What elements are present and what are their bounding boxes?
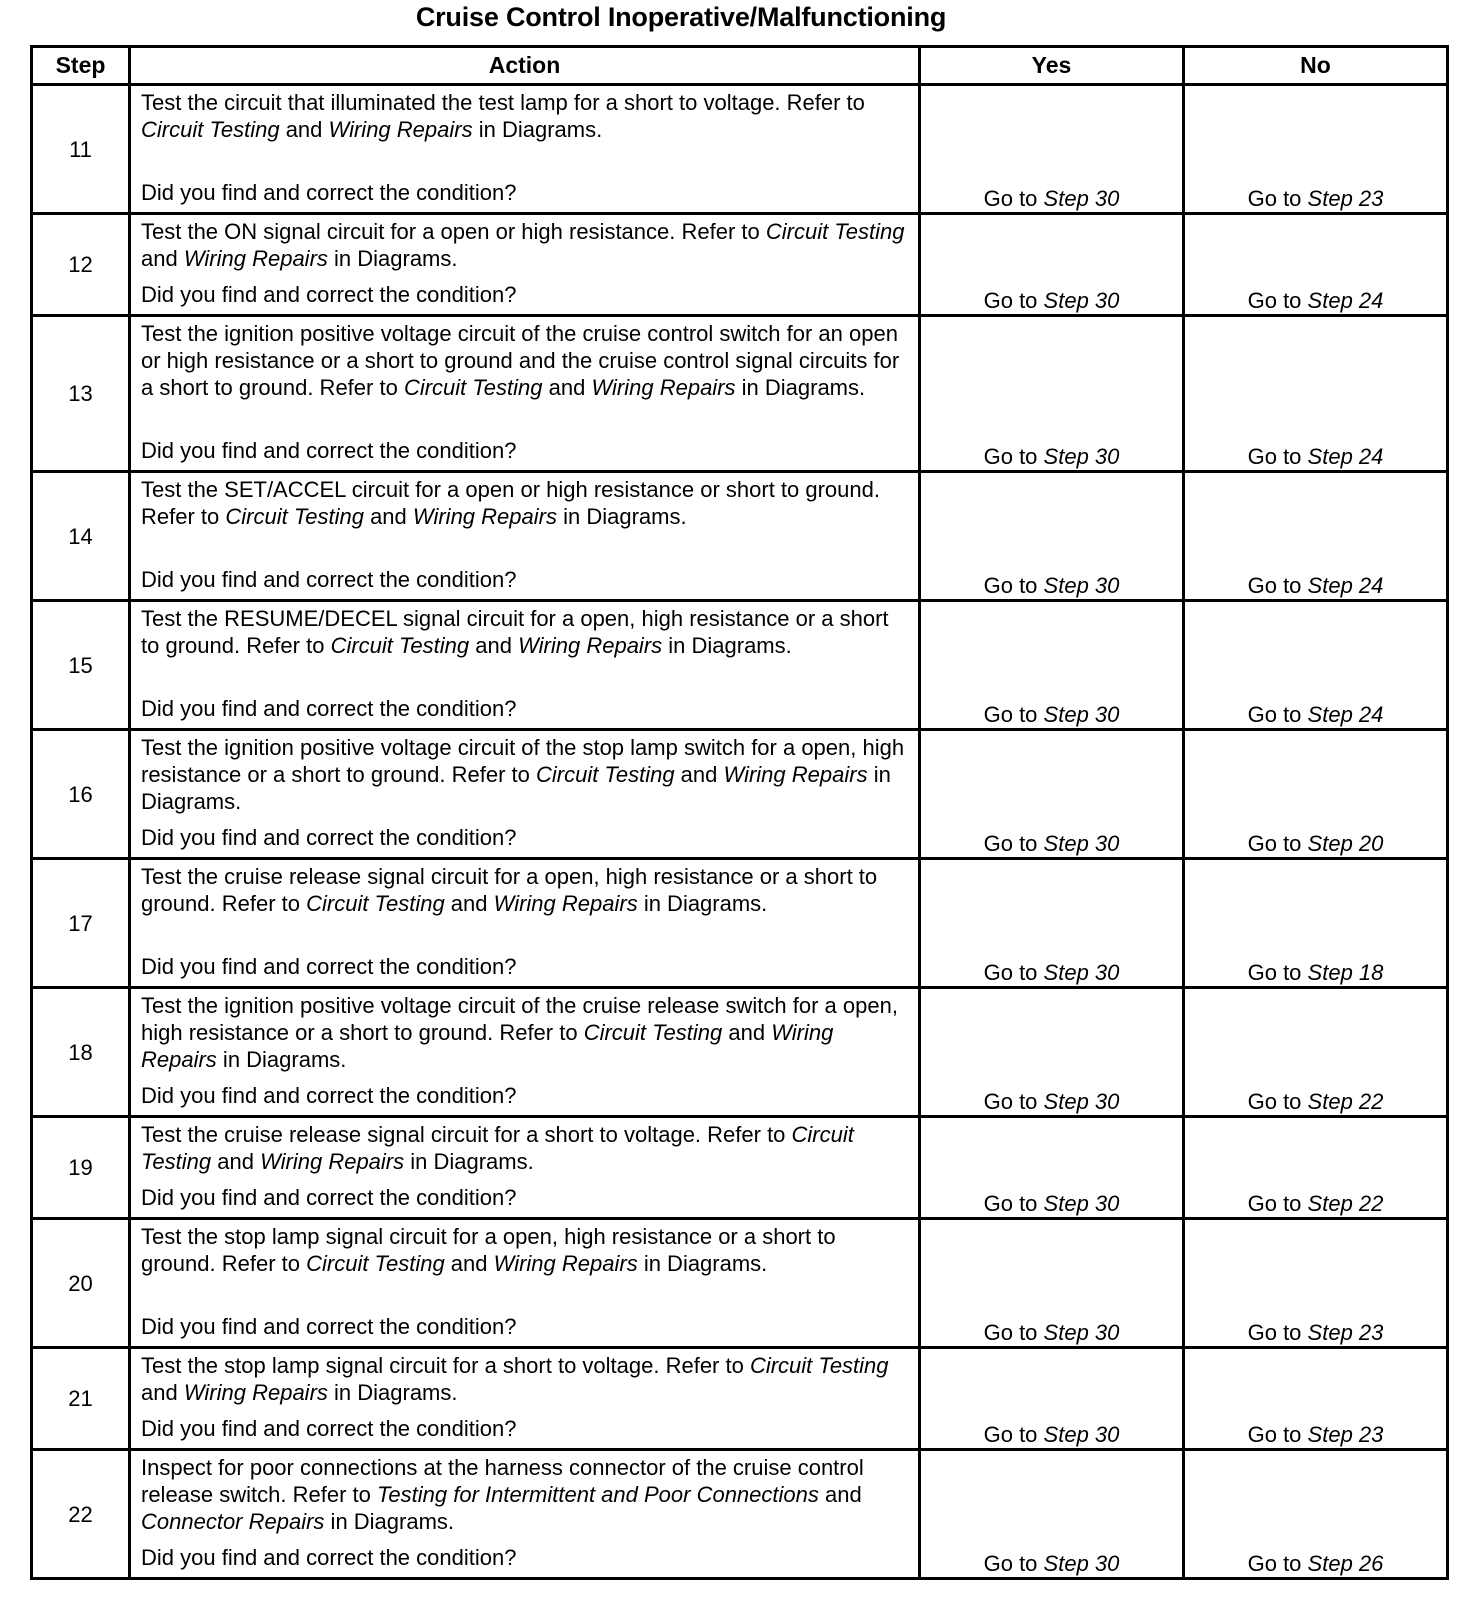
go-to-label: Go to (983, 1191, 1038, 1216)
yes-target-step: Step 30 (1043, 1089, 1120, 1114)
table-row (32, 730, 1448, 859)
reference-title: Circuit Testing (141, 1122, 854, 1174)
go-to-label: Go to (1247, 573, 1302, 598)
step-number: 16 (32, 730, 130, 859)
action-text-segment: in Diagrams. (327, 1380, 458, 1405)
action-question: Did you find and correct the condition? (141, 1416, 517, 1441)
action-question: Did you find and correct the condition? (141, 1185, 517, 1210)
go-to-label: Go to (1247, 444, 1302, 469)
yes-target-step: Step 30 (1043, 1551, 1120, 1576)
yes-cell (920, 85, 1184, 214)
action-text-segment: in Diagrams. (404, 1149, 534, 1174)
table-row (32, 1117, 1448, 1219)
reference-title: Circuit Testing (306, 1251, 445, 1276)
action-text-segment: Test the RESUME/DECEL signal circuit for a open, high resistance or a short to ground. Refer to (141, 606, 889, 658)
action-cell (130, 1450, 920, 1579)
reference-title: Wiring Repairs (260, 1149, 405, 1174)
yes-cell (920, 1117, 1184, 1219)
reference-title: Circuit Testing (765, 219, 905, 244)
yes-cell (920, 859, 1184, 988)
go-to-label: Go to (983, 573, 1038, 598)
yes-cell (920, 214, 1184, 316)
action-question: Did you find and correct the condition? (141, 696, 517, 721)
yes-target-step: Step 30 (1043, 288, 1120, 313)
action-cell (130, 1348, 920, 1450)
action-text-segment: in Diagrams. (141, 762, 891, 814)
no-cell (1184, 1219, 1448, 1348)
reference-title: Connector Repairs (141, 1509, 325, 1534)
table-body (32, 85, 1448, 1579)
action-question: Did you find and correct the condition? (141, 567, 517, 592)
action-text-segment: and (444, 891, 494, 916)
no-target-step: Step 24 (1307, 444, 1384, 469)
table-row (32, 988, 1448, 1117)
action-text-segment: and (674, 762, 724, 787)
action-text-segment: in Diagrams. (735, 375, 866, 400)
action-cell (130, 730, 920, 859)
no-target-step: Step 23 (1307, 186, 1384, 211)
go-to-label: Go to (983, 1089, 1038, 1114)
action-text-segment: in Diagrams. (662, 633, 792, 658)
action-text-segment: in Diagrams. (324, 1509, 455, 1534)
action-text (141, 89, 910, 143)
no-target-step: Step 18 (1307, 960, 1384, 985)
action-text-segment: in Diagrams. (637, 891, 768, 916)
action-text-segment: Test the circuit that illuminated the test lamp for a short to voltage. Refer to (141, 90, 865, 115)
action-text-segment: Test the stop lamp signal circuit for a short to voltage. Refer to (141, 1353, 750, 1378)
action-text (141, 863, 910, 917)
yes-target-step: Step 30 (1043, 702, 1120, 727)
go-to-label: Go to (983, 1551, 1038, 1576)
action-text-segment: and (363, 504, 413, 529)
action-text-segment: Test the ON signal circuit for a open or high resistance. Refer to (141, 219, 766, 244)
action-text-segment: in Diagrams. (472, 117, 603, 142)
no-cell (1184, 1348, 1448, 1450)
page-title: Cruise Control Inoperative/Malfunctioning (415, 2, 947, 32)
action-text-segment: Test the SET/ACCEL circuit for a open or high resistance or short to ground. Refer to (141, 477, 880, 529)
reference-title: Wiring Repairs (493, 891, 638, 916)
no-target-step: Step 23 (1307, 1320, 1384, 1345)
no-cell (1184, 85, 1448, 214)
action-text-segment: Test the cruise release signal circuit for a short to voltage. Refer to (141, 1122, 792, 1147)
action-cell (130, 316, 920, 472)
action-question: Did you find and correct the condition? (141, 954, 517, 979)
go-to-label: Go to (983, 1422, 1038, 1447)
yes-target-step: Step 30 (1043, 1191, 1120, 1216)
action-question: Did you find and correct the condition? (141, 438, 517, 463)
action-cell (130, 1117, 920, 1219)
action-text (141, 218, 910, 272)
go-to-label: Go to (983, 288, 1038, 313)
reference-title: Wiring Repairs (183, 1380, 328, 1405)
step-number: 17 (32, 859, 130, 988)
reference-title: Circuit Testing (330, 633, 470, 658)
action-text-segment: in Diagrams. (556, 504, 687, 529)
reference-title: Circuit Testing (225, 504, 364, 529)
action-text-segment: and (141, 246, 184, 271)
action-text (141, 1223, 910, 1277)
go-to-label: Go to (1247, 1089, 1302, 1114)
go-to-label: Go to (983, 702, 1038, 727)
action-text-segment: and (818, 1482, 862, 1507)
table-row (32, 472, 1448, 601)
go-to-label: Go to (1247, 1422, 1302, 1447)
no-cell (1184, 1117, 1448, 1219)
action-text-segment: Test the cruise release signal circuit for a open, high resistance or a short to ground. Refer to (141, 864, 878, 916)
no-cell (1184, 214, 1448, 316)
table-row (32, 85, 1448, 214)
action-text-segment: in Diagrams. (637, 1251, 768, 1276)
table-row (32, 601, 1448, 730)
table-row (32, 214, 1448, 316)
yes-cell (920, 472, 1184, 601)
action-cell (130, 601, 920, 730)
no-cell (1184, 316, 1448, 472)
action-cell (130, 214, 920, 316)
reference-title: Testing for Intermittent and Poor Connections (376, 1482, 819, 1507)
go-to-label: Go to (983, 186, 1038, 211)
reference-title: Circuit Testing (583, 1020, 723, 1045)
go-to-label: Go to (983, 831, 1038, 856)
reference-title: Wiring Repairs (412, 504, 557, 529)
action-text (141, 1454, 910, 1535)
reference-title: Wiring Repairs (591, 375, 736, 400)
reference-title: Circuit Testing (749, 1353, 889, 1378)
header-step: Step (32, 47, 130, 85)
reference-title: Circuit Testing (306, 891, 445, 916)
no-target-step: Step 23 (1307, 1422, 1384, 1447)
action-text-segment: and (722, 1020, 772, 1045)
yes-target-step: Step 30 (1043, 1320, 1120, 1345)
no-target-step: Step 26 (1307, 1551, 1384, 1576)
go-to-label: Go to (1247, 702, 1302, 727)
go-to-label: Go to (1247, 960, 1302, 985)
yes-cell (920, 1348, 1184, 1450)
yes-target-step: Step 30 (1043, 960, 1120, 985)
step-number: 11 (32, 85, 130, 214)
action-text-segment: in Diagrams. (216, 1047, 347, 1072)
action-question: Did you find and correct the condition? (141, 180, 517, 205)
go-to-label: Go to (1247, 1320, 1302, 1345)
no-target-step: Step 24 (1307, 702, 1384, 727)
action-text (141, 992, 910, 1073)
action-text-segment: and (444, 1251, 494, 1276)
action-question: Did you find and correct the condition? (141, 825, 517, 850)
action-cell (130, 988, 920, 1117)
action-text (141, 320, 910, 401)
action-text (141, 476, 910, 530)
step-number: 13 (32, 316, 130, 472)
table-row (32, 1219, 1448, 1348)
action-text-segment: and (469, 633, 519, 658)
reference-title: Wiring Repairs (183, 246, 328, 271)
step-number: 12 (32, 214, 130, 316)
action-question: Did you find and correct the condition? (141, 1314, 517, 1339)
action-cell (130, 85, 920, 214)
table-row (32, 1348, 1448, 1450)
reference-title: Wiring Repairs (493, 1251, 638, 1276)
action-question: Did you find and correct the condition? (141, 282, 517, 307)
yes-cell (920, 730, 1184, 859)
reference-title: Wiring Repairs (328, 117, 473, 142)
go-to-label: Go to (1247, 186, 1302, 211)
go-to-label: Go to (1247, 288, 1302, 313)
step-number: 22 (32, 1450, 130, 1579)
yes-target-step: Step 30 (1043, 831, 1120, 856)
action-text-segment: Test the ignition positive voltage circuit of the cruise control switch for an open or high resistance or a short to ground and the cruise control signal circuits for a short to ground. Refer to (141, 321, 900, 400)
no-target-step: Step 24 (1307, 288, 1384, 313)
step-number: 18 (32, 988, 130, 1117)
action-text-segment: and (279, 117, 329, 142)
header-action: Action (130, 47, 920, 85)
table-row (32, 1450, 1448, 1579)
yes-target-step: Step 30 (1043, 186, 1120, 211)
reference-title: Circuit Testing (535, 762, 675, 787)
reference-title: Circuit Testing (403, 375, 543, 400)
step-number: 21 (32, 1348, 130, 1450)
action-text-segment: and (211, 1149, 261, 1174)
action-text-segment: and (141, 1380, 184, 1405)
header-yes: Yes (920, 47, 1184, 85)
action-text-segment: Test the stop lamp signal circuit for a open, high resistance or a short to ground. Refer to (141, 1224, 836, 1276)
no-cell (1184, 472, 1448, 601)
action-text-segment: in Diagrams. (327, 246, 458, 271)
action-text-segment: and (542, 375, 592, 400)
go-to-label: Go to (1247, 1551, 1302, 1576)
yes-target-step: Step 30 (1043, 444, 1120, 469)
no-cell (1184, 988, 1448, 1117)
go-to-label: Go to (983, 960, 1038, 985)
action-cell (130, 859, 920, 988)
diagnostic-table (30, 45, 1449, 1580)
no-cell (1184, 601, 1448, 730)
action-text (141, 1352, 910, 1406)
header-no: No (1184, 47, 1448, 85)
yes-cell (920, 988, 1184, 1117)
no-target-step: Step 22 (1307, 1089, 1384, 1114)
yes-target-step: Step 30 (1043, 1422, 1120, 1447)
action-text (141, 605, 910, 659)
header-row (32, 47, 1448, 85)
reference-title: Wiring Repairs (141, 1020, 834, 1072)
reference-title: Wiring Repairs (723, 762, 868, 787)
no-target-step: Step 22 (1307, 1191, 1384, 1216)
table-row (32, 859, 1448, 988)
yes-cell (920, 601, 1184, 730)
no-target-step: Step 20 (1307, 831, 1384, 856)
yes-cell (920, 1219, 1184, 1348)
go-to-label: Go to (1247, 1191, 1302, 1216)
action-question: Did you find and correct the condition? (141, 1545, 517, 1570)
action-text-segment: Inspect for poor connections at the harness connector of the cruise control release switch. Refer to (141, 1455, 864, 1507)
go-to-label: Go to (983, 1320, 1038, 1345)
reference-title: Circuit Testing (141, 117, 280, 142)
reference-title: Wiring Repairs (518, 633, 663, 658)
yes-cell (920, 316, 1184, 472)
step-number: 19 (32, 1117, 130, 1219)
action-cell (130, 1219, 920, 1348)
step-number: 15 (32, 601, 130, 730)
action-cell (130, 472, 920, 601)
action-question: Did you find and correct the condition? (141, 1083, 517, 1108)
no-cell (1184, 730, 1448, 859)
no-target-step: Step 24 (1307, 573, 1384, 598)
step-number: 14 (32, 472, 130, 601)
action-text (141, 734, 910, 815)
action-text (141, 1121, 910, 1175)
table-row (32, 316, 1448, 472)
go-to-label: Go to (983, 444, 1038, 469)
step-number: 20 (32, 1219, 130, 1348)
yes-target-step: Step 30 (1043, 573, 1120, 598)
no-cell (1184, 859, 1448, 988)
yes-cell (920, 1450, 1184, 1579)
go-to-label: Go to (1247, 831, 1302, 856)
no-cell (1184, 1450, 1448, 1579)
action-text-segment: Test the ignition positive voltage circuit of the cruise release switch for a open, high resistance or a short to ground. Refer to (141, 993, 898, 1045)
action-text-segment: Test the ignition positive voltage circuit of the stop lamp switch for a open, high resistance or a short to ground. Refer to (141, 735, 905, 787)
